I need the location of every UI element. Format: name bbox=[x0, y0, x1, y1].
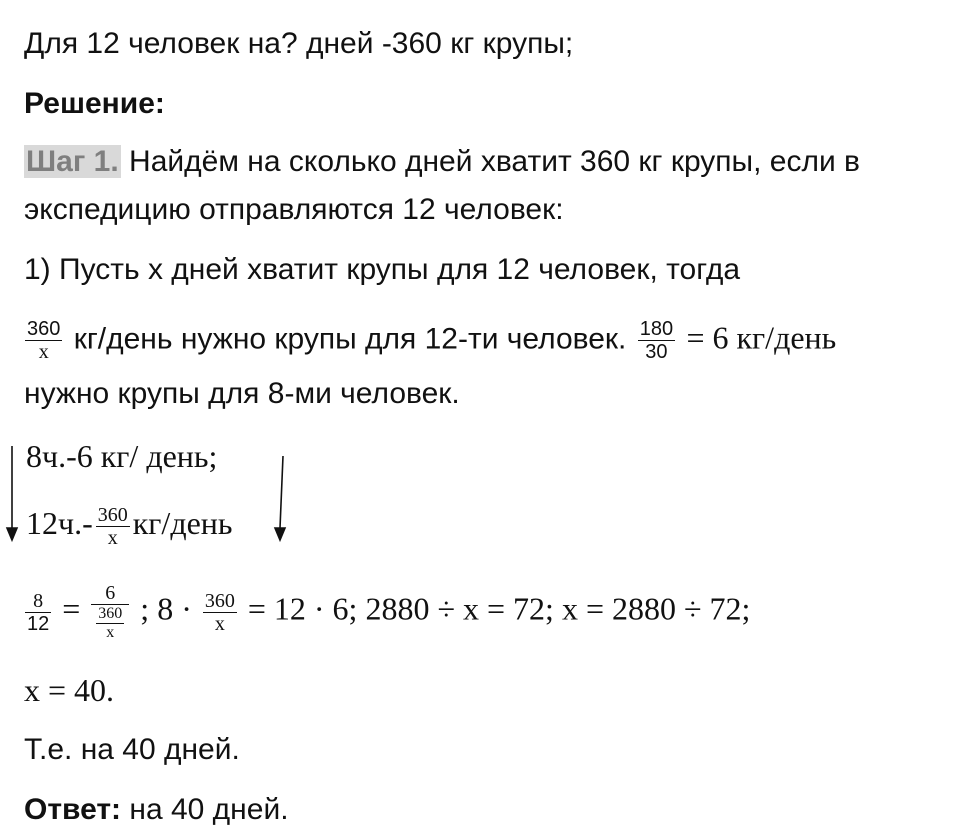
fraction-denominator: 12 bbox=[27, 612, 50, 635]
answer-label: Ответ: bbox=[24, 793, 122, 826]
proportion-prefix: 12ч.- bbox=[26, 504, 93, 541]
fraction-denominator: x bbox=[38, 341, 49, 363]
fraction-numerator: 360 bbox=[97, 504, 128, 526]
result-x: x = 40. bbox=[24, 672, 115, 708]
item1-text: 1) Пусть x дней хватит крупы для 12 человек, тогда bbox=[24, 253, 741, 286]
rate-text: кг/день нужно крупы для 12-ти человек. bbox=[73, 322, 627, 356]
arrow-right-line bbox=[280, 456, 283, 528]
step1-line-a bbox=[24, 144, 860, 180]
equation-rest: = 12 · 6; 2880 ÷ x = 72; x = 2880 ÷ 72; bbox=[247, 590, 751, 627]
answer-line bbox=[24, 792, 289, 828]
fraction-denominator: x bbox=[107, 527, 118, 549]
rate-equation: = 6 кг/день bbox=[686, 319, 837, 356]
fraction-numerator: 180 bbox=[639, 318, 674, 340]
proportion-row-12 bbox=[26, 504, 233, 549]
fraction-denominator bbox=[91, 605, 129, 642]
fraction-numerator: 360 bbox=[27, 318, 61, 340]
fraction-360-x bbox=[203, 590, 237, 635]
step1-line-b: экспедицию отправляются 12 человек: bbox=[24, 193, 564, 226]
nested-fraction-360-x bbox=[96, 605, 124, 642]
step1-text-a: Найдём на сколько дней хватит 360 кг крупы, если в bbox=[129, 145, 860, 178]
rate-line-continued: нужно крупы для 8-ми человек. bbox=[24, 377, 460, 410]
equals-sign: = bbox=[62, 590, 81, 627]
fraction-numerator: 6 bbox=[91, 582, 129, 605]
proportion-suffix: кг/день bbox=[132, 504, 233, 541]
fraction-numerator: 360 bbox=[204, 589, 235, 612]
fraction-numerator: 360 bbox=[98, 605, 123, 622]
fraction-180-30 bbox=[638, 318, 675, 363]
fraction-denominator: 30 bbox=[645, 341, 668, 363]
fraction-360-x bbox=[25, 318, 62, 363]
arrow-left-head bbox=[7, 528, 17, 540]
arrow-right-head bbox=[275, 528, 285, 540]
fraction-360-x bbox=[96, 504, 130, 549]
fraction-numerator: 8 bbox=[25, 590, 51, 613]
conclusion: Т.е. на 40 дней. bbox=[24, 733, 240, 766]
problem-statement: Для 12 человек на? дней -360 кг крупы; bbox=[24, 27, 574, 60]
fraction-8-12 bbox=[25, 590, 51, 635]
fraction-denominator: x bbox=[214, 612, 225, 635]
step-tag: Шаг 1. bbox=[26, 145, 119, 178]
rate-line bbox=[22, 318, 836, 363]
proportion-row-8: 8ч.-6 кг/ день; bbox=[26, 438, 218, 474]
answer-text: на 40 дней. bbox=[129, 793, 289, 826]
fraction-denominator: x bbox=[106, 624, 115, 641]
fraction-6-over-360x bbox=[91, 582, 129, 642]
equation-middle: ; 8 · bbox=[140, 590, 192, 627]
equation-line bbox=[22, 582, 750, 642]
solution-heading: Решение: bbox=[24, 87, 165, 120]
